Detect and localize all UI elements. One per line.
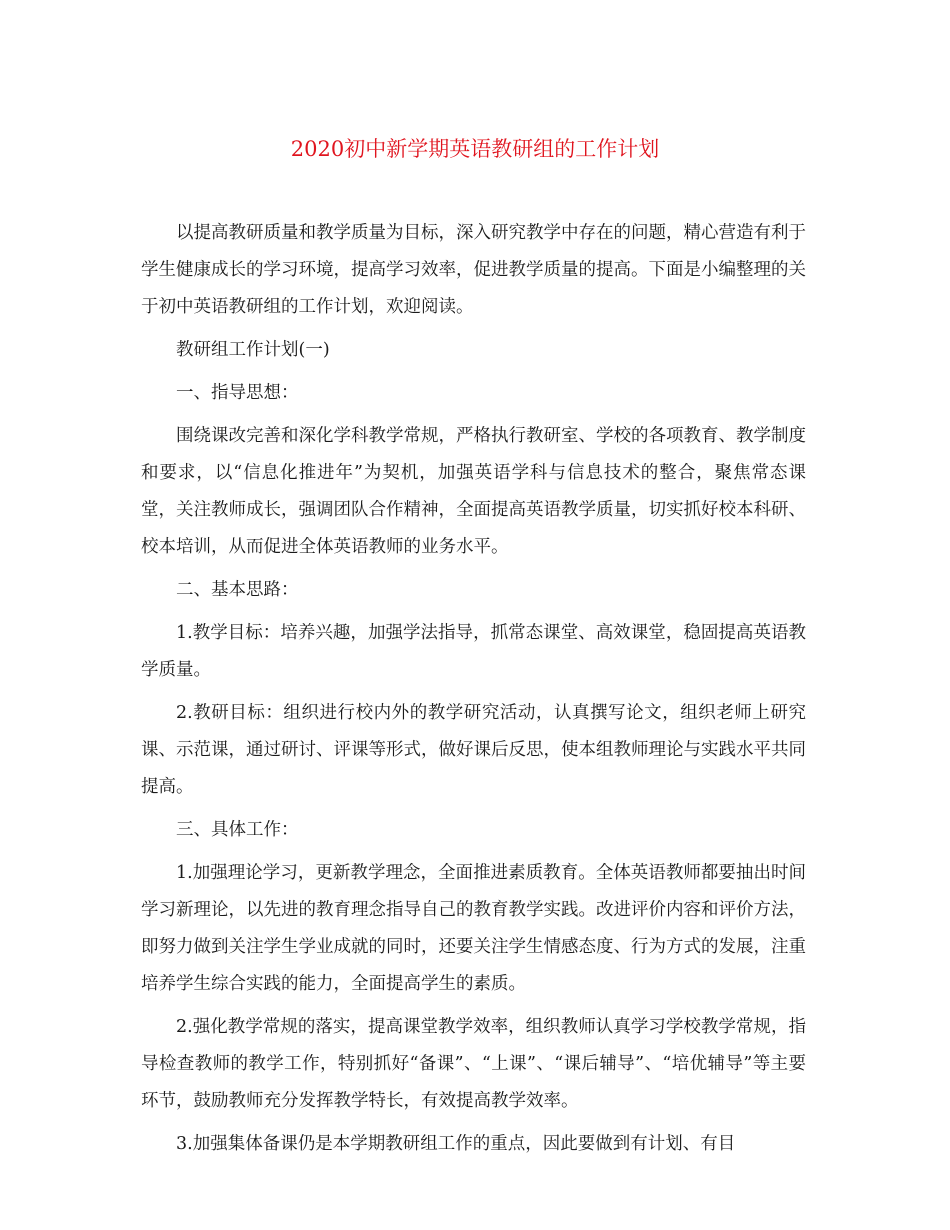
section-heading-basic-ideas: 二、基本思路：	[176, 580, 299, 600]
document-title: 2020初中新学期英语教研组的工作计划	[290, 137, 660, 161]
paragraph-teaching-goal: 1.教学目标：培养兴趣，加强学法指导，抓常态课堂、高效课堂，稳固提高英语教学质量。	[141, 623, 806, 680]
section-heading-specific-work: 三、具体工作：	[176, 820, 299, 840]
paragraph-research-goal: 2.教研目标：组织进行校内外的教学研究活动，认真撰写论文，组织老师上研究课、示范课，通过研讨、评课等形式，做好课后反思，使本组教师理论与实践水平共同提高。	[141, 703, 806, 797]
section-heading-guiding-thought: 一、指导思想：	[176, 383, 299, 403]
paragraph-work-item-2: 2.强化教学常规的落实，提高课堂教学效率，组织教师认真学习学校教学常规，指导检查教师的教学工作，特别抓好“备课”、“上课”、“课后辅导”、“培优辅导”等主要环节，鼓励教师充分发挥教学特长，有效提高教学效率。	[141, 1017, 806, 1111]
paragraph-plan-heading: 教研组工作计划(一)	[176, 340, 330, 360]
paragraph-intro: 以提高教研质量和教学质量为目标，深入研究教学中存在的问题，精心营造有利于学生健康成长的学习环境，提高学习效率，促进教学质量的提高。下面是小编整理的关于初中英语教研组的工作计划，欢迎阅读。	[141, 223, 806, 317]
paragraph-work-item-1: 1.加强理论学习，更新教学理念，全面推进素质教育。全体英语教师都要抽出时间学习新理论，以先进的教育理念指导自己的教育教学实践。改进评价内容和评价方法，即努力做到关注学生学业成就的同时，还要关注学生情感态度、行为方式的发展，注重培养学生综合实践的能力，全面提高学生的素质。	[141, 863, 806, 994]
paragraph-work-item-3: 3.加强集体备课仍是本学期教研组工作的重点，因此要做到有计划、有目	[176, 1134, 736, 1154]
paragraph-guiding-thought: 围绕课改完善和深化学科教学常规，严格执行教研室、学校的各项教育、教学制度和要求，以“信息化推进年”为契机，加强英语学科与信息技术的整合，聚焦常态课堂，关注教师成长，强调团队合作精神，全面提高英语教学质量，切实抓好校本科研、校本培训，从而促进全体英语教师的业务水平。	[141, 426, 806, 557]
document-body	[141, 215, 806, 1169]
